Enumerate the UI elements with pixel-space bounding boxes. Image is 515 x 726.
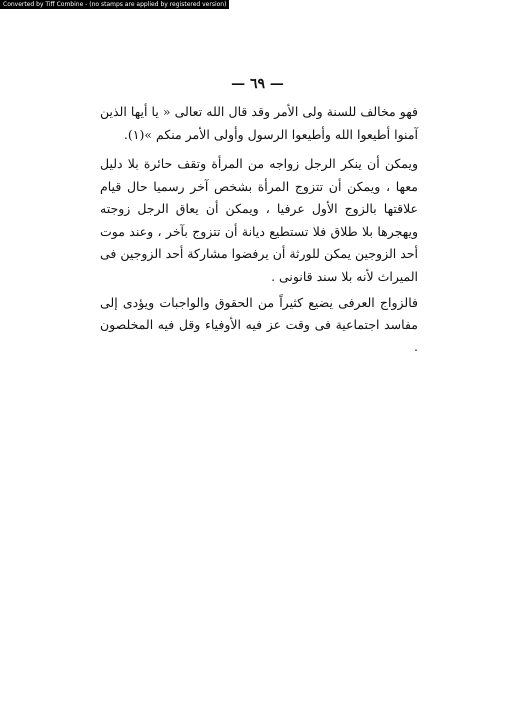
paragraph-3 xyxy=(100,292,418,358)
paragraph-text: فالزواج العرفى يضيع كثيراً من الحقوق والواجبات ويؤدى إلى مفاسد اجتماعية فى وقت عز فيه الأوفياء وقل فيه المخلصون . xyxy=(100,295,418,354)
paragraph-text: ويمكن أن ينكر الرجل زواجه من المرأة وتقف حائرة بلا دليل معها ، ويمكن أن تتزوج المرأة بشخص آخر رسميا حال قيام علاقتها بالزوج الأول عرفيا ، ويمكن أن يعاق الرجل زوجته ويهجرها بلا طلاق فلا تستطيع ديانة أن تتزوج بآخر ، وعند موت أحد الزوجين يمكن للورثة أن يرفضوا مشاركة أحد الزوجين فى الميراث لأنه بلا سند قانونى . xyxy=(100,156,418,284)
converter-watermark-banner: Converted by Tiff Combine - (no stamps are applied by registered version) xyxy=(0,0,229,9)
paragraph-text: فهو مخالف للسنة ولى الأمر وقد قال الله تعالى « يا أيها الذين آمنوا أطيعوا الله وأطيعوا الرسول وأولى الأمر منكم »(١). xyxy=(100,104,418,142)
paragraph-1 xyxy=(100,100,418,146)
paragraph-2 xyxy=(100,153,418,288)
page-number: — ٦٩ — xyxy=(231,76,284,92)
